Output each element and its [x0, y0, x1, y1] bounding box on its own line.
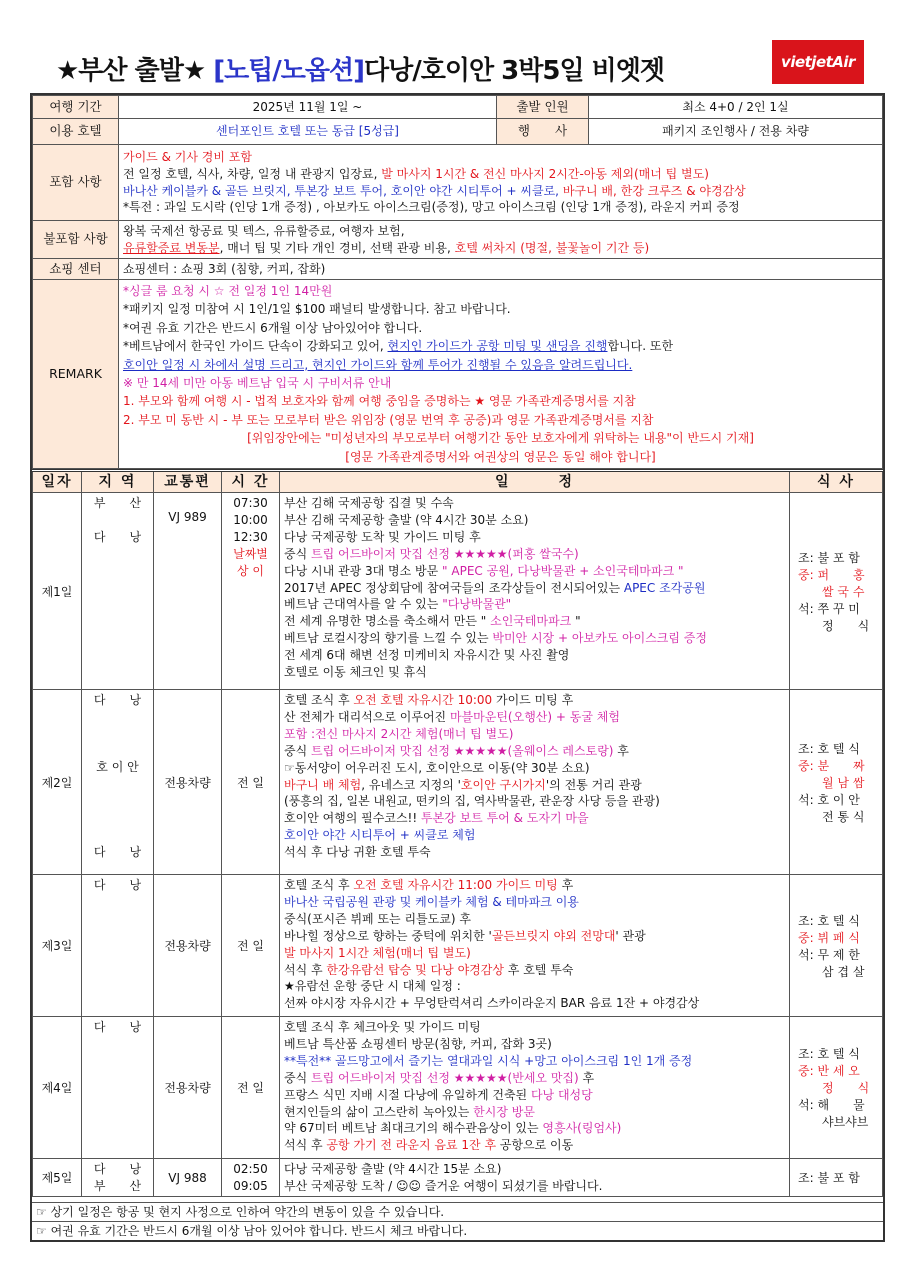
note-1: ☞ 상기 일정은 항공 및 현지 사정으로 인하여 약간의 변동이 있을 수 있습니다. — [32, 1202, 883, 1221]
vietjet-logo: vietjetAir — [772, 40, 864, 84]
hotel-value: 센터포인트 호텔 또는 동급 [5성급] — [119, 119, 497, 145]
shopping-label: 쇼핑 센터 — [33, 259, 119, 280]
day-2-row: 제2일 다 낭 호 이 안 다 낭 전용차량 전 일 호텔 조식 후 오전 호텔 자유시간 10:00 가이드 미팅 후 산 전체가 대리석으로 이루어진 마블마운틴(오행산) + 동굴 체험 포함 :전신 마사지 2시간 체험(매너 팁 별도) 중식 트립 어드바이저 맛집 선정 ★★★★★(올웨이스 레스토랑) 후 ☞동서양이 어우러진 도시, 호이안으로 이동(약 30분 소요) 바구니 배 체험, 유네스코 지정의 '호이안 구시가지'의 전통 거리 관광 (풍흥의 집, 일본 내원교, 떤키의 집, 역사박물관, 관운장 사당 등을 관광) 호이안 여행의 필수코스!! 투본강 보트 투어 & 도자기 마을 호이안 야간 시티투어 + 씨클로 체험 석식 후 다낭 귀환 호텔 투숙 조: 호 텔 식 중: 분 짜 월 남 쌈 석: 호 이 안 전 통 식 — [33, 690, 883, 875]
day-4-row: 제4일 다 낭 전용차량 전 일 호텔 조식 후 체크아웃 및 가이드 미팅 베트남 특산품 쇼핑센터 방문(침향, 커피, 잡화 3곳) **특전** 골드망고에서 즐기는 열대과일 시식 +망고 아이스크림 1인 1개 증정 중식 트립 어드바이저 맛집 선정 ★★★★★(반세오 맛집) 후 프랑스 식민 지배 시절 다낭에 유일하게 건축된 다낭 대성당 현지인들의 삶이 고스란히 녹아있는 한시장 방문 약 67미터 베트남 최대크기의 해수관음상이 있는 영흥사(링엄사) 석식 후 공항 가기 전 라운지 음료 1잔 후 공항으로 이동 조: 호 텔 식 중: 반 세 오 정 식 석: 해 물 샤브샤브 — [33, 1017, 883, 1159]
period-value: 2025년 11월 1일 ~ — [119, 96, 497, 119]
people-value: 최소 4+0 / 2인 1실 — [589, 96, 883, 119]
schedule-table — [32, 469, 883, 1197]
remark-content: *싱글 룸 요청 시 ☆ 전 일정 1인 14만원 *패키지 일정 미참여 시 1인/1일 $100 패널티 발생합니다. 참고 바랍니다. *여권 유효 기간은 반드시 6개월 이상 남아있어야 합니다. *베트남에서 한국인 가이드 단속이 강화되고 있어, 현지인 가이드가 공항 미팅 및 샌딩을 진행합니다. 또한 호이안 일정 시 차에서 설명 드리고, 현지인 가이드와 함께 투어가 진행될 수 있음을 알려드립니다. ※ 만 14세 미만 아동 베트남 입국 시 구비서류 안내 1. 부모와 함께 여행 시 - 법적 보호자와 함께 여행 중임을 증명하는 ★ 영문 가족관계증명서를 지참 2. 부모 미 동반 시 - 부 또는 모로부터 받은 위임장 (영문 번역 후 공증)과 영문 가족관계증명서를 지참 [위임장안에는 "미성년자의 부모로부터 여행기간 동안 보호자에게 위탁하는 내용"이 반드시 기재] [영문 가족관계증명서와 여권상의 영문은 동일 해야 합니다] — [119, 280, 883, 469]
day-1-row: 제1일 부 산 다 낭 VJ 989 07:30 10:00 12:30 날짜별 상 이 부산 김해 국제공항 집결 및 수속 부산 김해 국제공항 출발 (약 4시간 30분 소요) 다낭 국제공항 도착 및 가이드 미팅 후 중식 트립 어드바이저 맛집 선정 ★★★★★(퍼홍 쌀국수) 다낭 시내 관광 3대 명소 방문 " APEC 공원, 다낭박물관 + 소인국테마파크 " 2017년 APEC 정상회담에 참여국들의 조각상들이 전시되어있는 APEC 조각공원 베트남 근대역사를 알 수 있는 "다낭박물관" 전 세계 유명한 명소를 축소해서 만든 " 소인국테마파크 " 베트남 로컬시장의 향기를 느낄 수 있는 박미안 시장 + 아보카도 아이스크림 증정 전 세계 6대 해변 선정 미케비치 자유시간 및 사진 촬영 호텔로 이동 체크인 및 휴식 조: 불 포 함 중: 퍼 홍 쌀 국 수 석: 쭈 꾸 미 정 식 — [33, 493, 883, 690]
agency-label: 행 사 — [497, 119, 589, 145]
itinerary-document — [30, 93, 885, 1242]
day-3-row: 제3일 다 낭 전용차량 전 일 호텔 조식 후 오전 호텔 자유시간 11:00 가이드 미팅 후 바나산 국립공원 관광 및 케이블카 체험 & 테마파크 이용 중식(포시즌 뷔페 또는 리틀도쿄) 후 바나힐 정상으로 향하는 중턱에 위치한 '골든브릿지 야외 전망대' 관광 발 마사지 1시간 체험(매너 팁 별도) 석식 후 한강유람선 탑승 및 다낭 야경감상 후 호텔 투숙 ★유람선 운항 중단 시 대체 일정 : 선짜 야시장 자유시간 + 무엉탄럭셔리 스카이라운지 BAR 음료 1잔 + 야경감상 조: 호 텔 식 중: 뷔 페 식 석: 무 제 한 삼 겹 살 — [33, 875, 883, 1017]
period-label: 여행 기간 — [33, 96, 119, 119]
remark-label: REMARK — [33, 280, 119, 469]
include-content: 가이드 & 기사 경비 포함 전 일정 호텔, 식사, 차량, 일정 내 관광지 입장료, 발 마사지 1시간 & 전신 마사지 2시간-아동 제외(매너 팁 별도) 바나산 케이블카 & 골든 브릿지, 투본강 보트 투어, 호이안 야간 시티투어 + 씨클로, 바구니 배, 한강 크루즈 & 야경감상 *특전 : 과일 도시락 (인당 1개 증정) , 아보카도 아이스크림(증정), 망고 아이스크림 (인당 1개 증정), 라운지 커피 증정 — [119, 145, 883, 221]
footer-notes — [32, 1202, 883, 1240]
agency-value: 패키지 조인행사 / 전용 차량 — [589, 119, 883, 145]
schedule-header: 일자 지 역 교통편 시 간 일 정 식 사 — [33, 471, 883, 493]
page-title: ★부산 출발★ [노팁/노옵션]다낭/호이안 3박5일 비엣젯 — [56, 56, 664, 86]
note-2: ☞ 여권 유효 기간은 반드시 6개월 이상 남아 있어야 합니다. 반드시 체크 바랍니다. — [32, 1221, 883, 1240]
hotel-label: 이용 호텔 — [33, 119, 119, 145]
shopping-value: 쇼핑센터 : 쇼핑 3회 (침향, 커피, 잡화) — [119, 259, 883, 280]
exclude-label: 불포함 사항 — [33, 221, 119, 259]
include-label: 포함 사항 — [33, 145, 119, 221]
exclude-content: 왕복 국제선 항공료 및 텍스, 유류할증료, 여행자 보험, 유류할증료 변동분, 매너 팁 및 기타 개인 경비, 선택 관광 비용, 호텔 써차지 (명절, 불꽃놀이 기간 등) — [119, 221, 883, 259]
day-5-row: 제5일 다 낭 부 산 VJ 988 02:50 09:05 다낭 국제공항 출발 (약 4시간 15분 소요) 부산 국제공항 도착 / ☺☺ 즐거운 여행이 되셨기를 바랍니다. 조: 불 포 함 — [33, 1159, 883, 1197]
header — [30, 30, 885, 98]
info-table — [32, 95, 883, 469]
people-label: 출발 인원 — [497, 96, 589, 119]
